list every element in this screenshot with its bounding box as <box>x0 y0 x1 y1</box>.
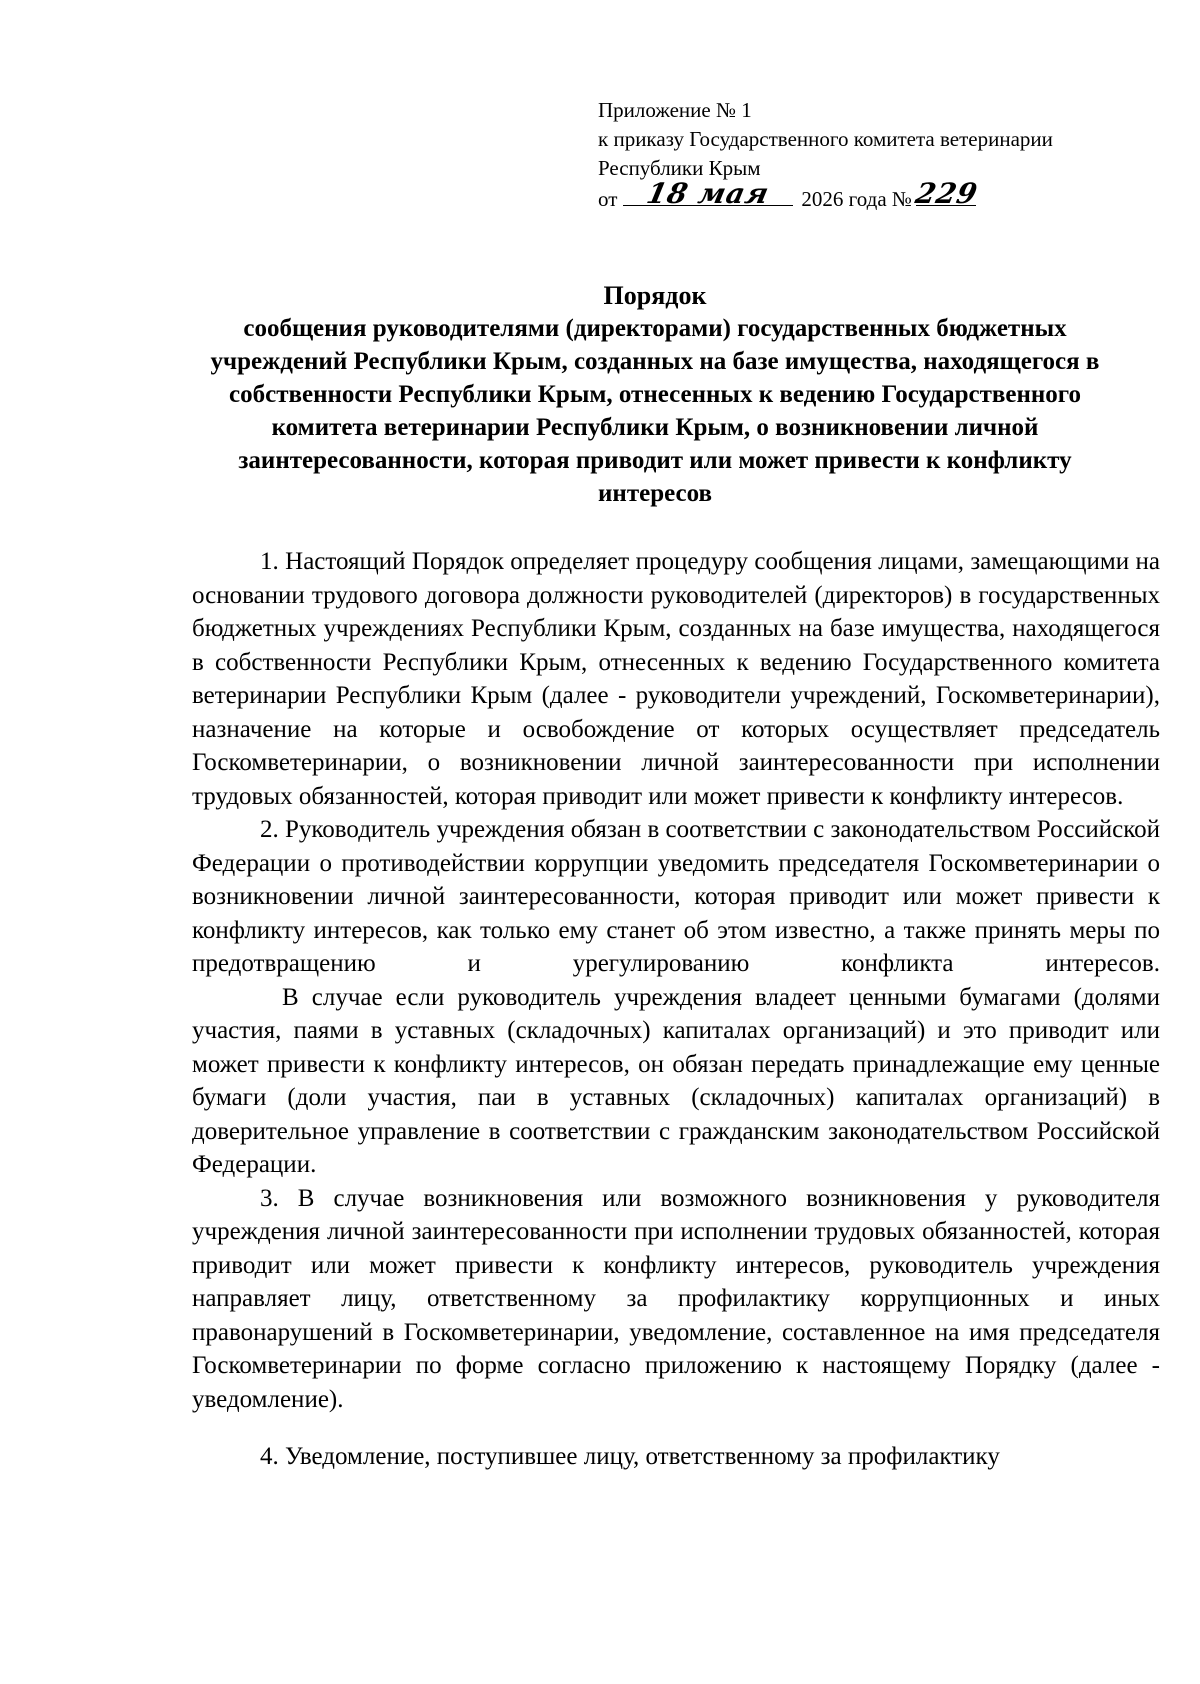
paragraph-2b: В случае если руководитель учреждения владеет ценными бумагами (долями участия, паями в уставных (складочных) капиталах организаций) и это приводит или может привести к конфликту интересов, он обязан передать принадлежащие ему ценные бумаги (доли участия, паи в уставных (складочных) капиталах организаций) в доверительное управление в соответствии с гражданским законодательством Российской Федерации. <box>192 983 1160 1178</box>
document-title: Порядок <box>603 281 707 310</box>
document-subtitle: сообщения руководителями (директорами) государственных бюджетных учреждений Республики Крым, созданных на базе имущества, находящегося в собственности Республики Крым, отнесенных к ведению Государственного комитета ветеринарии Республики Крым, о возникновении личной заинтересованности, которая приводит или может привести к конфликту интересов <box>210 315 1100 507</box>
annex-line-1: Приложение № 1 <box>598 98 752 122</box>
handwritten-date: 18 мая <box>644 177 773 210</box>
annex-line-3: Республики Крым <box>598 156 761 180</box>
paragraph-4: 4. Уведомление, поступившее лицу, ответственному за профилактику <box>260 1443 1000 1470</box>
number-blank <box>912 177 982 210</box>
paragraph-1: 1. Настоящий Порядок определяет процедуру сообщения лицами, замещающими на основании трудового договора должности руководителей (директоров) в государственных бюджетных учреждениях Республики Крым, созданных на базе имущества, находящегося в собственности Республики Крым, отнесенных к ведению Государственного комитета ветеринарии Республики Крым (далее - руководители учреждений, Госкомветеринарии), назначение на которые и освобождение от которых осуществляет председатель Госкомветеринарии, о возникновении личной заинтересованности при исполнении трудовых обязанностей, которая приводит или может привести к конфликту интересов. <box>192 548 1160 810</box>
handwritten-number: 229 <box>912 177 982 210</box>
paragraph-gap <box>192 1416 1160 1440</box>
date-year: 2026 года № <box>801 187 912 211</box>
paragraph-2: 2. Руководитель учреждения обязан в соответствии с законодательством Российской Федерации о противодействии коррупции уведомить председателя Госкомветеринарии о возникновении личной заинтересованности, которая приводит или может привести к конфликту интересов, как только ему станет об этом известно, а также принять меры по предотвращению и урегулированию конфликта интересов. <box>192 816 1160 977</box>
paragraph-3: 3. В случае возникновения или возможного возникновения у руководителя учреждения личной заинтересованности при исполнении трудовых обязанностей, которая приводит или может привести к конфликту интересов, руководитель учреждения направляет лицу, ответственному за профилактику коррупционных и иных правонарушений в Госкомветеринарии, уведомление, составленное на имя председателя Госкомветеринарии по форме согласно приложению к настоящему Порядку (далее - уведомление). <box>192 1184 1160 1413</box>
annex-line-2: к приказу Государственного комитета ветеринарии <box>598 127 1053 151</box>
date-prefix: от <box>598 187 618 211</box>
document-body <box>192 545 1160 1474</box>
date-blank <box>623 177 793 210</box>
annex-date-line <box>598 177 1158 214</box>
annex-header <box>598 96 1158 214</box>
